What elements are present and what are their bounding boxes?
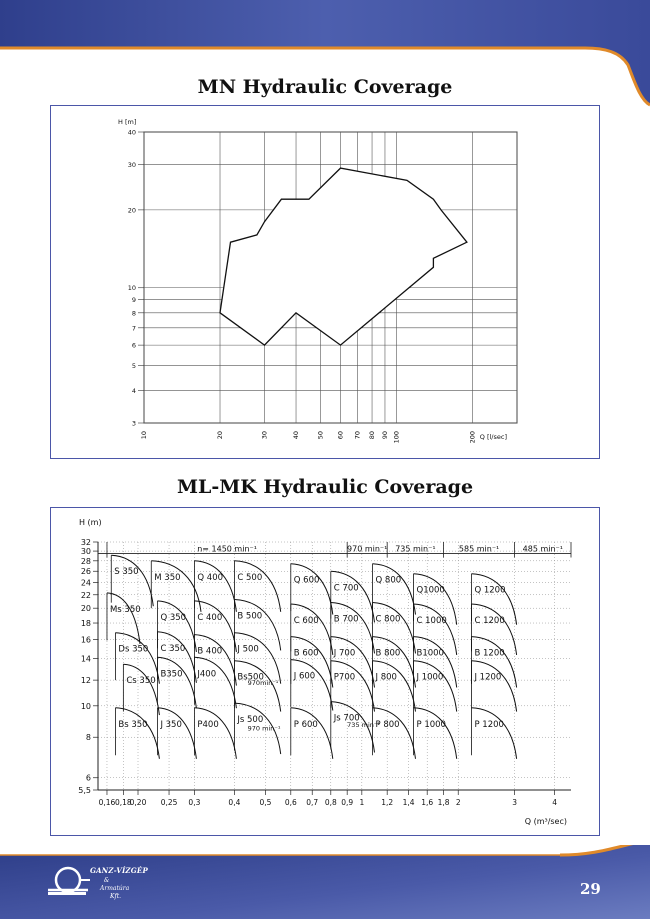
x-tick-label: 0,25 — [160, 798, 178, 807]
company-logo-icon — [44, 856, 134, 908]
x-tick-label: 0,4 — [228, 798, 241, 807]
y-tick-label: 8 — [85, 733, 91, 743]
pump-label: B 700 — [333, 614, 359, 625]
pump-label: J400 — [197, 669, 217, 680]
pump-label: J 1000 — [416, 672, 444, 683]
y-tick-label: 5,5 — [78, 786, 91, 795]
page-number: 29 — [580, 880, 601, 898]
pump-label: J 1200 — [474, 672, 502, 683]
pump-label: P 1200 — [474, 719, 504, 730]
pump-curve — [373, 708, 416, 759]
pump-label: P400 — [197, 719, 219, 730]
pump-curve — [373, 603, 416, 654]
pump-label: M 350 — [154, 572, 181, 583]
pump-curve — [115, 708, 159, 759]
speed-label: 970 min⁻¹ — [347, 544, 388, 554]
x-tick-label: 100 — [392, 431, 401, 444]
y-tick-label: 28 — [80, 556, 91, 566]
y-tick-label: 32 — [80, 538, 91, 547]
y-tick-label: 20 — [127, 206, 136, 215]
pump-curve — [472, 661, 517, 712]
speed-label: n= 1450 min⁻¹ — [197, 544, 257, 554]
x-tick-label: 80 — [368, 431, 377, 440]
pump-label: P 800 — [375, 719, 400, 730]
x-tick-label: 1,4 — [402, 798, 415, 807]
pump-curve — [107, 593, 140, 644]
pump-curve — [234, 561, 280, 612]
pump-label: P700 — [333, 672, 356, 683]
pump-label: J 600 — [293, 671, 316, 682]
pump-curve — [157, 657, 196, 708]
y-axis-label: H [m] — [118, 118, 137, 126]
mn-coverage-chart — [51, 106, 599, 458]
speed-label: 485 min⁻¹ — [522, 544, 563, 554]
y-tick-label: 18 — [80, 619, 91, 629]
pump-label: Q1000 — [416, 585, 445, 596]
pump-label: Js 700 — [333, 713, 360, 724]
pump-label: C 700 — [333, 583, 359, 594]
x-tick-label: 1 — [359, 798, 365, 807]
x-tick-label: 0,7 — [306, 798, 319, 807]
pump-label: J 700 — [333, 648, 356, 659]
pump-label: J 800 — [375, 672, 397, 683]
pump-curve — [151, 561, 201, 612]
x-tick-label: 0,5 — [259, 798, 272, 807]
pump-label: C 1000 — [416, 615, 447, 626]
x-tick-label: 1,8 — [437, 798, 450, 807]
x-tick-label: 0,6 — [284, 798, 297, 807]
x-tick-label: 10 — [140, 431, 148, 440]
y-tick-label: 3 — [131, 419, 136, 428]
pump-curve — [157, 708, 196, 759]
x-tick-label: 70 — [353, 431, 362, 440]
y-tick-label: 8 — [131, 309, 136, 318]
x-tick-label: 0,20 — [129, 798, 147, 807]
x-tick-label: 3 — [512, 798, 518, 807]
x-tick-label: 1,2 — [381, 798, 394, 807]
pump-label: C 600 — [293, 615, 319, 626]
pump-label: B 800 — [375, 648, 401, 659]
pump-label: Ds 350 — [118, 644, 149, 655]
pump-curve — [194, 708, 236, 759]
x-tick-label: 60 — [336, 431, 345, 440]
pump-curve — [291, 708, 333, 759]
y-tick-label: 22 — [80, 590, 91, 600]
x-tick-label: 0,16 — [98, 798, 116, 807]
x-tick-label: 30 — [260, 431, 269, 440]
pump-curve — [123, 664, 159, 715]
coverage-envelope — [220, 168, 467, 345]
pump-curve — [373, 661, 416, 712]
pump-label: B1000 — [416, 648, 444, 659]
logo-amp-text: & — [104, 877, 110, 884]
x-tick-label: 1,6 — [421, 798, 434, 807]
pump-label: B350 — [160, 669, 183, 680]
y-tick-label: 14 — [80, 654, 91, 664]
pump-label: C 350 — [160, 643, 186, 654]
pump-curve — [331, 603, 375, 654]
pump-label: Bs 350 — [118, 719, 148, 730]
pump-label: B 400 — [197, 646, 223, 657]
y-tick-label: 10 — [80, 701, 91, 711]
x-tick-label: 20 — [216, 431, 225, 440]
mn-chart-frame — [50, 105, 600, 459]
pump-label: B 600 — [293, 648, 319, 659]
pump-label: P 600 — [293, 719, 318, 730]
y-tick-label: 24 — [80, 578, 91, 588]
speed-annotation: 970min⁻¹ — [247, 678, 279, 687]
pump-curve — [414, 661, 457, 712]
y-tick-label: 10 — [127, 284, 136, 293]
pump-curve — [194, 561, 236, 612]
pump-curve — [414, 708, 457, 759]
pump-curve — [111, 555, 153, 606]
speed-label: 585 min⁻¹ — [458, 544, 500, 554]
speed-annotation: 735 min⁻¹ — [347, 721, 380, 730]
pump-label: Q 600 — [293, 575, 320, 586]
x-tick-label: 40 — [292, 431, 301, 440]
y-tick-label: 26 — [80, 567, 91, 577]
pump-label: Js 500 — [237, 715, 264, 726]
pump-label: S 350 — [114, 567, 139, 578]
x-tick-label: 90 — [380, 431, 389, 440]
logo-suffix-text: Kft. — [110, 893, 122, 900]
pump-curve — [472, 604, 517, 655]
pump-curve — [291, 604, 333, 655]
pump-label: Ms 350 — [109, 604, 141, 615]
logo-name-text: Armatúra — [100, 885, 130, 892]
y-tick-label: 5 — [131, 362, 136, 371]
logo-company-text: GANZ-VÍZGÉP — [90, 866, 148, 875]
pump-curve — [472, 708, 517, 759]
pump-curve — [414, 604, 457, 655]
pump-label: Cs 350 — [126, 676, 156, 687]
pump-label: C 1200 — [474, 615, 505, 626]
pump-curve — [291, 660, 333, 711]
mlmk-chart-frame — [50, 507, 600, 836]
x-tick-label: 0,8 — [324, 798, 337, 807]
x-tick-label: 50 — [316, 431, 325, 440]
pump-label: B 500 — [237, 611, 263, 622]
pump-curve — [373, 564, 416, 615]
speed-annotation: 970 min⁻¹ — [247, 724, 281, 733]
y-tick-label: 9 — [131, 296, 136, 305]
y-tick-label: 6 — [85, 773, 91, 783]
speed-label: 735 min⁻¹ — [395, 544, 436, 554]
pump-label: Q 1200 — [474, 585, 506, 596]
pump-label: C 800 — [375, 614, 401, 625]
pump-label: P 1000 — [416, 719, 446, 730]
mn-chart-title: MN Hydraulic Coverage — [197, 76, 453, 98]
pump-label: J 350 — [160, 719, 182, 730]
pump-curve — [234, 600, 280, 651]
x-axis-label: Q [l/sec] — [479, 433, 507, 441]
x-tick-label: 0,3 — [188, 798, 201, 807]
x-tick-label: 0,9 — [341, 798, 354, 807]
x-tick-label: 0,18 — [115, 798, 132, 807]
y-tick-label: 20 — [80, 604, 91, 614]
x-axis-label: Q (m³/sec) — [524, 817, 567, 826]
y-tick-label: 40 — [127, 128, 136, 137]
y-tick-label: 7 — [131, 324, 136, 333]
y-tick-label: 4 — [131, 387, 136, 396]
x-tick-label: 4 — [552, 798, 558, 807]
pump-label: B 1200 — [474, 648, 505, 659]
pump-label: C 500 — [237, 572, 263, 583]
pump-label: Bs500 — [237, 672, 264, 683]
mlmk-coverage-chart — [51, 508, 599, 835]
y-tick-label: 12 — [80, 676, 91, 686]
pump-label: Q 350 — [160, 612, 187, 623]
y-tick-label: 16 — [80, 635, 91, 645]
mlmk-chart-title: ML-MK Hydraulic Coverage — [176, 476, 474, 498]
pump-label: J 500 — [237, 644, 259, 655]
pump-label: Q 800 — [375, 575, 402, 586]
y-axis-label: H (m) — [79, 518, 102, 527]
pump-curve — [331, 661, 375, 712]
x-tick-label: 200 — [468, 431, 477, 444]
y-tick-label: 30 — [80, 547, 91, 557]
pump-curve — [194, 657, 236, 708]
y-tick-label: 30 — [127, 160, 136, 169]
pump-label: Q 400 — [197, 572, 224, 583]
pump-label: C 400 — [197, 612, 223, 623]
y-tick-label: 6 — [131, 341, 136, 350]
x-tick-label: 2 — [455, 798, 461, 807]
